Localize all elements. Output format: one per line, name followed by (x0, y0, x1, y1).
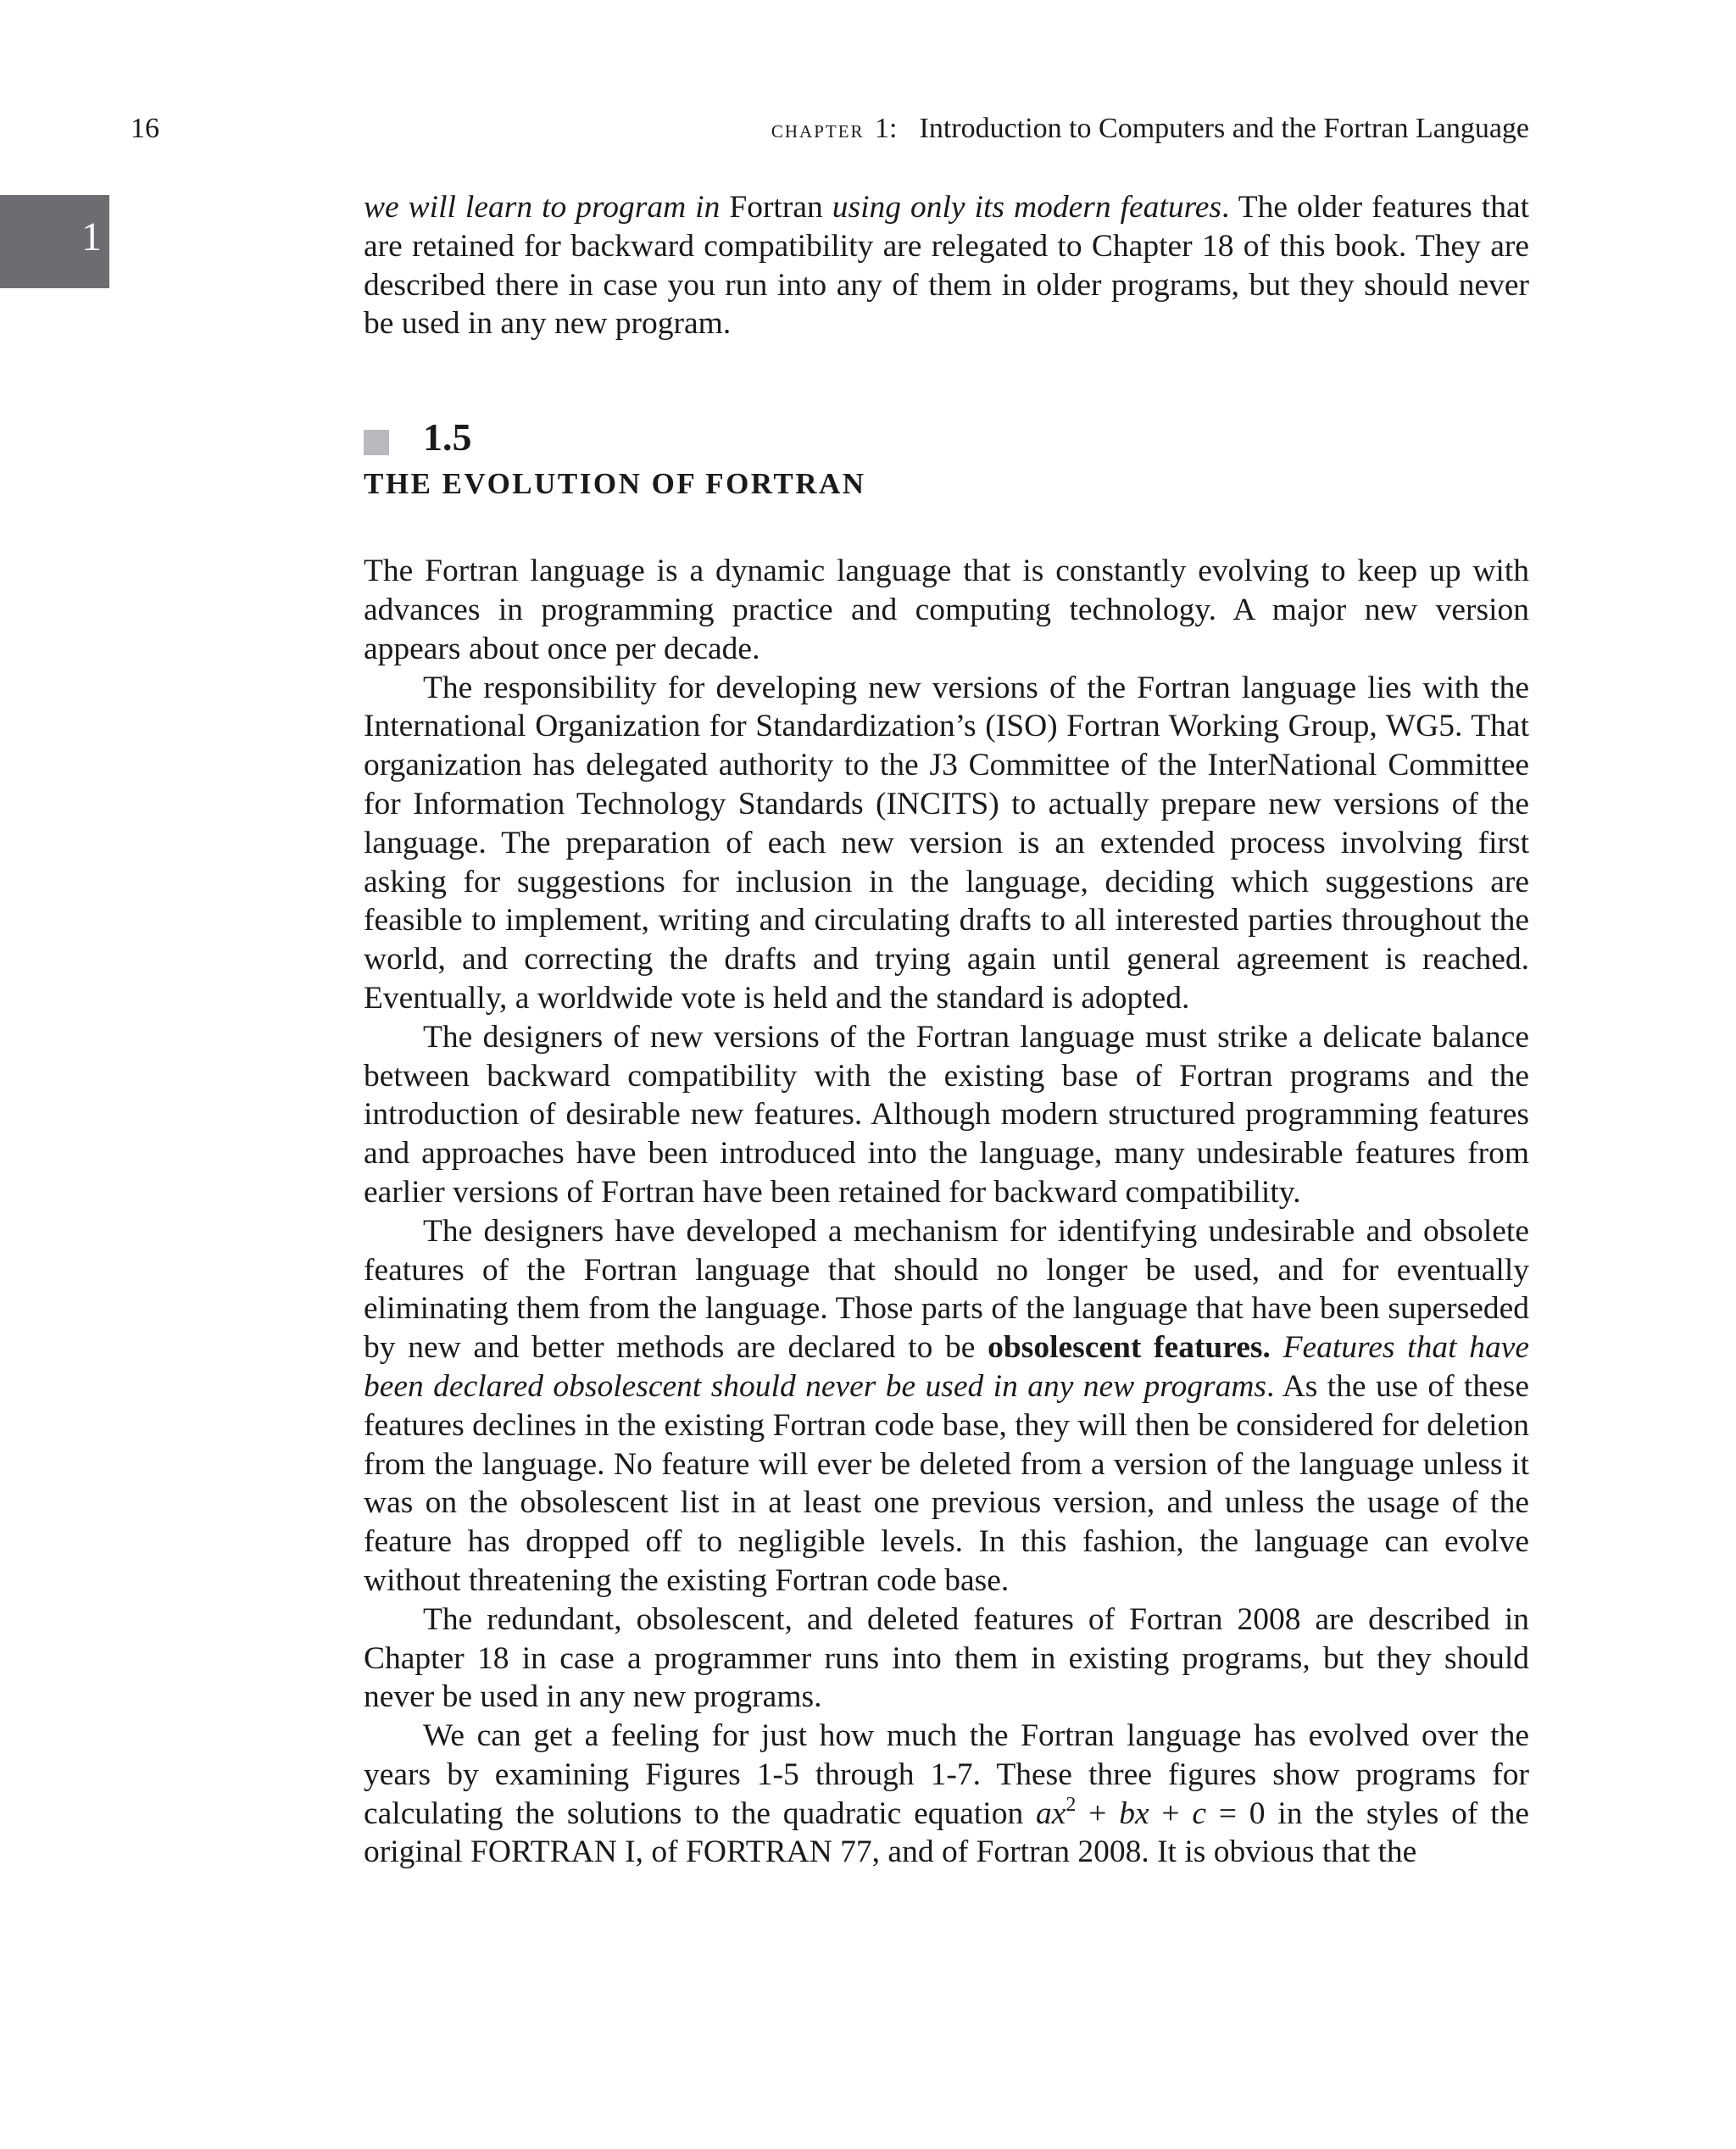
intro-paragraph (364, 188, 1529, 343)
paragraph-4-text-a: The designers have developed a mechanism for identifying undesirable and obsolete features of the Fortran language that should no longer be used, and for eventually eliminating them from the language. Those parts of the language that have been superseded by new and better methods are declared to be (364, 1213, 1529, 1366)
eq-plus-1: + (1076, 1795, 1120, 1831)
paragraph-6-text-a: We can get a feeling for just how much the Fortran language has evolved over the years by examining Figures 1-5 through 1-7. These three figures show programs for calculating the solutions to the quadratic equation (364, 1718, 1529, 1831)
page-number: 16 (131, 113, 159, 144)
eq-exponent: 2 (1066, 1793, 1077, 1816)
eq-plus-2: + (1149, 1795, 1193, 1831)
chapter-number: 1: (875, 113, 898, 144)
paragraph-3: The designers of new versions of the Fortran language must strike a delicate balance between backward compatibility with the existing base of Fortran programs and the introduction of desirable new features. Although modern structured programming features and approaches have been introduced into the language, many undesirable features from earlier versions of Fortran have been retained for backward compatibility. (364, 1019, 1529, 1210)
paragraph-1: The Fortran language is a dynamic language that is constantly evolving to keep up with advances in programming practice and computing technology. A major new version appears about once per decade. (364, 554, 1529, 666)
paragraph-4-italic: Features that have been declared obsolescent should never be used in any new programs (364, 1330, 1529, 1404)
section-title: THE EVOLUTION OF FORTRAN (364, 467, 866, 501)
eq-rest: = 0 (1206, 1795, 1266, 1831)
quadratic-equation (1036, 1793, 1266, 1831)
section-heading (364, 413, 1529, 506)
paragraph-4-text-b: . As the use of these features declines in the existing Fortran code base, they will then be considered for deletion from the language. No feature will ever be deleted from a version of the language unless it was on the obsolescent list in at least one previous version, and unless the usage of the feature has dropped off to negligible levels. In this fashion, the language can evolve without threatening the existing Fortran code base. (364, 1368, 1529, 1598)
chapter-tab-number: 1 (81, 214, 102, 259)
intro-text-4: . The older features that are retained for backward compatibility are relegated to Chapter 18 of this book. They are described there in case you run into any of them in older programs, but they should never be used in any new program. (364, 190, 1530, 342)
section-number: 1.5 (423, 415, 472, 459)
intro-italic-1: we will learn to program in (364, 190, 721, 225)
paragraph-6 (364, 1717, 1529, 1872)
chapter-label: chapter (771, 115, 865, 143)
chapter-thumb-tab (0, 195, 109, 288)
intro-text-2: Fortran (720, 190, 832, 225)
running-header (131, 109, 1529, 149)
eq-bx: bx (1119, 1795, 1149, 1831)
paragraph-6-text-b: in the styles of the original FORTRAN I, of FORTRAN 77, and of Fortran 2008. It is obvious that the (364, 1795, 1530, 1870)
eq-c: c (1192, 1795, 1207, 1831)
paragraph-2: The responsibility for developing new versions of the Fortran language lies with the International Organization for Standardization’s (ISO) Fortran Working Group, WG5. That organization has delegated authority to the J3 Committee of the InterNational Committee for Information Technology Standards (INCITS) to actually prepare new versions of the language. The preparation of each new version is an extended process involving first asking for suggestions for inclusion in the language, deciding which suggestions are feasible to implement, writing and circulating drafts to all interested parties throughout the world, and correcting the drafts and trying again until general agreement is reached. Eventually, a worldwide vote is held and the standard is adopted. (364, 670, 1529, 1016)
paragraph-4 (364, 1212, 1529, 1601)
chapter-title: Introduction to Computers and the Fortran Language (919, 113, 1529, 144)
page-body (364, 188, 1529, 1872)
section-marker-square (364, 430, 389, 455)
paragraph-5: The redundant, obsolescent, and deleted features of Fortran 2008 are described in Chapter 18 in case a programmer runs into them in existing programs, but they should never be used in any new programs. (364, 1601, 1529, 1715)
intro-italic-3: using only its modern features (832, 190, 1222, 225)
eq-ax: ax (1036, 1795, 1066, 1831)
running-head-title (771, 109, 1529, 150)
obsolescent-features-term: obsolescent features. (988, 1330, 1271, 1366)
